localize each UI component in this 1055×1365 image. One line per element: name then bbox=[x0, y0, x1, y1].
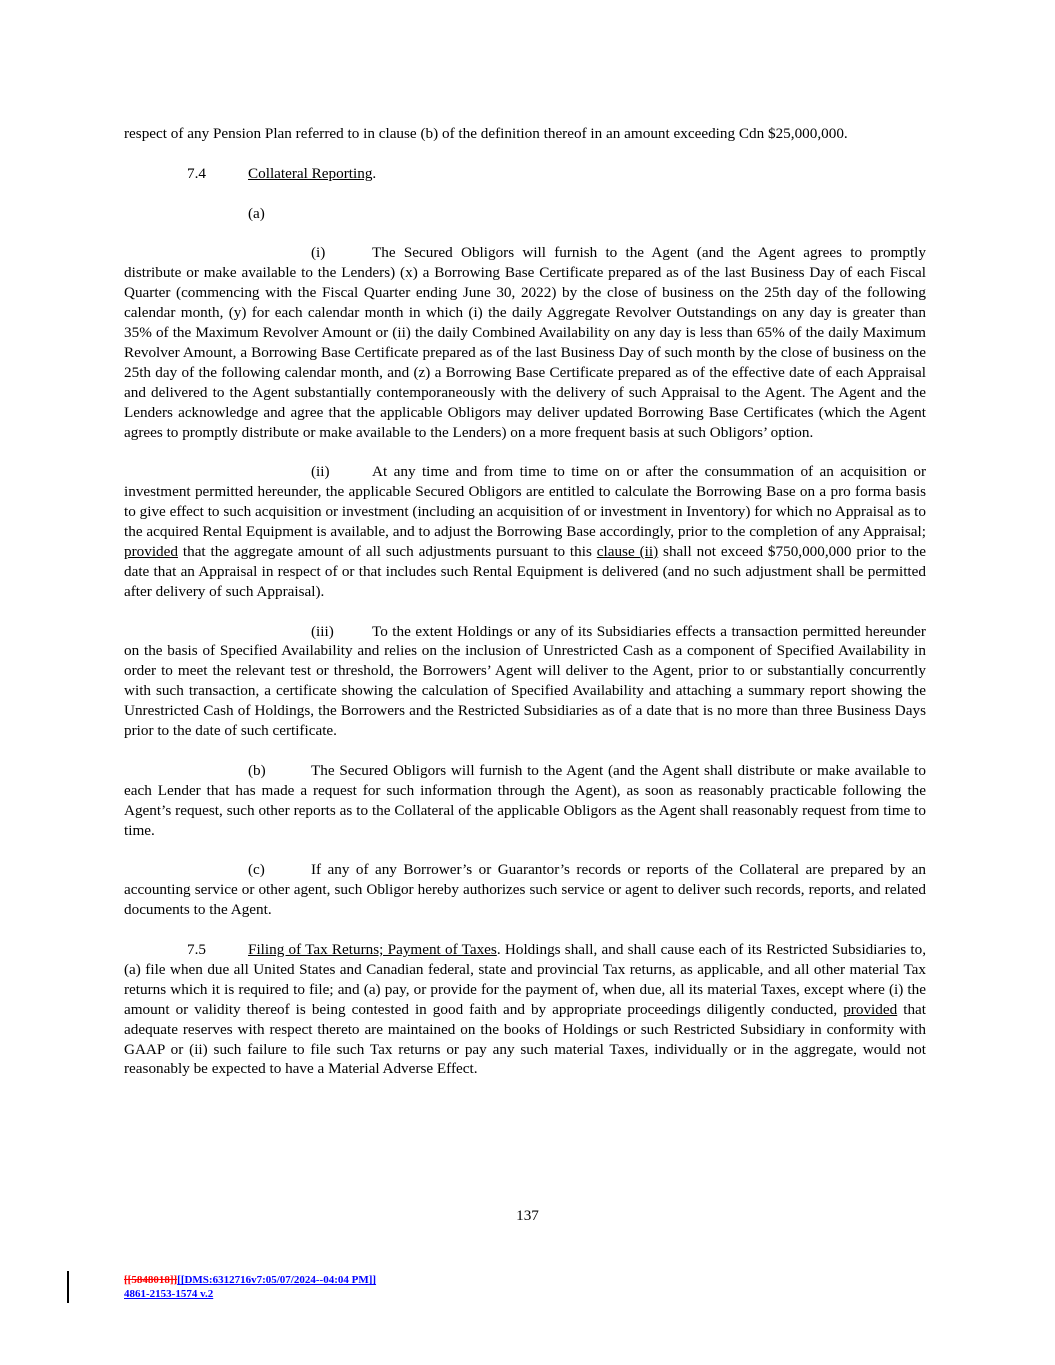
section-title-suffix: . bbox=[372, 164, 377, 182]
section-7-4-heading bbox=[124, 164, 926, 184]
inserted-reference: [[DMS:6312716v7:05/07/2024--04:04 PM]] bbox=[177, 1274, 377, 1286]
section-title: Filing of Tax Returns; Payment of Taxes bbox=[248, 941, 497, 959]
document-footer bbox=[124, 1273, 376, 1301]
paragraph-text: The Secured Obligors will furnish to the Agent (and the Agent agrees to promptly distribute or make available to the Lenders) (x) a Borrowing Base Certificate prepared as of the last Business Day of each Fiscal Quarter (commencing with the Fiscal Quarter ending June 30, 2022) by the close of business on the 25th day of the following calendar month, (y) for each calendar month in which (i) the daily Aggregate Revolver Outstandings on any day is greater than 35% of the Maximum Revolver Amount or (ii) the daily Combined Availability on any day is less than 65% of the daily Maximum Revolver Amount, a Borrowing Base Certificate prepared as of the last Business Day of such month by the close of business on the 25th day of the following calendar month, and (z) a Borrowing Base Certificate prepared as of the effective date of each Appraisal and delivered to the Agent substantially contemporaneously with the delivery of such Appraisal to the Agent. The Agent and the Lenders acknowledge and agree that the applicable Obligors may deliver updated Borrowing Base Certificates (which the Agent agrees to promptly distribute or make available to the Lenders) on a more frequent basis at such Obligors’ option. bbox=[124, 244, 926, 441]
section-title: Collateral Reporting bbox=[248, 164, 373, 182]
paragraph-label: (b) bbox=[248, 761, 266, 779]
paragraph-text: At any time and from time to time on or after the consummation of an acquisition or investment permitted hereunder, the applicable Secured Obligors are entitled to calculate the Borrowing Base on a pro forma basis to give effect to such acquisition or investment (including an acquisition of or investment in Inventory) for which no Appraisal as to the acquired Rental Equipment is available, and to adjust the Borrowing Base accordingly, prior to the completion of any Appraisal; bbox=[124, 463, 926, 541]
subsection-a-label: (a) bbox=[248, 204, 265, 222]
paragraph-text: . Holdings shall, and shall cause each of its Restricted Subsidiaries to, (a) file when due all United States and Canadian federal, state and provincial Tax returns, as applicable, and all other material Tax returns which it is required to file; and (a) pay, or provide for the payment of, when due, all its material Taxes, except where (i) the amount or validity thereof is being contested in good faith and by appropriate proceedings diligently conducted, bbox=[124, 941, 926, 1018]
document-id: 4861-2153-1574 v.2 bbox=[124, 1288, 214, 1300]
paragraph-a-ii bbox=[124, 462, 926, 601]
paragraph-c bbox=[124, 860, 926, 920]
paragraph-text: The Secured Obligors will furnish to the Agent (and the Agent shall distribute or make available to each Lender that has made a request for such information through the Agent), as soon as reasonably practicable following the Agent’s request, such other reports as to the Collateral of the applicable Obligors as the Agent shall reasonably request from time to time. bbox=[124, 761, 926, 839]
change-bar bbox=[67, 1271, 69, 1303]
paragraph-text: that the aggregate amount of all such adjustments pursuant to this bbox=[178, 542, 597, 560]
paragraph-text: that adequate reserves with respect thereto are maintained on the books of Holdings or such Restricted Subsidiary in conformity with GAAP or (ii) such failure to file such Tax returns or pay any such material Taxes, individually or in the aggregate, would not reasonably be expected to have a Material Adverse Effect. bbox=[124, 1000, 926, 1078]
paragraph-label: (i) bbox=[311, 244, 326, 262]
section-number: 7.5 bbox=[187, 941, 206, 959]
intro-paragraph: respect of any Pension Plan referred to in clause (b) of the definition thereof in an amount exceeding Cdn $25,000,000. bbox=[124, 125, 848, 142]
paragraph-a-iii bbox=[124, 622, 926, 741]
footer-refs bbox=[124, 1273, 376, 1287]
provided-term: provided bbox=[843, 1000, 898, 1018]
paragraph-label: (iii) bbox=[311, 622, 334, 640]
page-number: 137 bbox=[516, 1207, 539, 1224]
paragraph-b bbox=[124, 761, 926, 841]
paragraph-label: (c) bbox=[248, 861, 265, 879]
paragraph-text: If any of any Borrower’s or Guarantor’s records or reports of the Collateral are prepared by an accounting service or other agent, such Obligor hereby authorizes such service or agent to deliver such records, reports, and related documents to the Agent. bbox=[124, 861, 926, 919]
paragraph-text: shall not exceed $750,000,000 prior to the date that an Appraisal in respect of or that includes such Rental Equipment is delivered (and no such adjustment shall be permitted after delivery of such Appraisal). bbox=[124, 542, 926, 600]
deleted-reference: [[5848018]] bbox=[124, 1274, 178, 1286]
paragraph-text: To the extent Holdings or any of its Subsidiaries effects a transaction permitted hereunder on the basis of Specified Availability and relies on the inclusion of Unrestricted Cash as a component of Specified Availability in order to meet the relevant test or threshold, the Borrowers’ Agent will deliver to the Agent, prior to or substantially concurrently with such transaction, a certificate showing the calculation of Specified Availability and attaching a summary report showing the Unrestricted Cash of Holdings, the Borrowers and the Restricted Subsidiaries as of a date that is no more than three Business Days prior to the date of such certificate. bbox=[124, 622, 926, 740]
section-number: 7.4 bbox=[187, 164, 206, 182]
section-7-5 bbox=[124, 940, 926, 1079]
clause-reference: clause (ii) bbox=[596, 542, 659, 560]
paragraph-a-i bbox=[124, 243, 926, 442]
provided-term: provided bbox=[124, 542, 178, 560]
paragraph-label: (ii) bbox=[311, 463, 330, 481]
document-page bbox=[124, 124, 926, 1079]
